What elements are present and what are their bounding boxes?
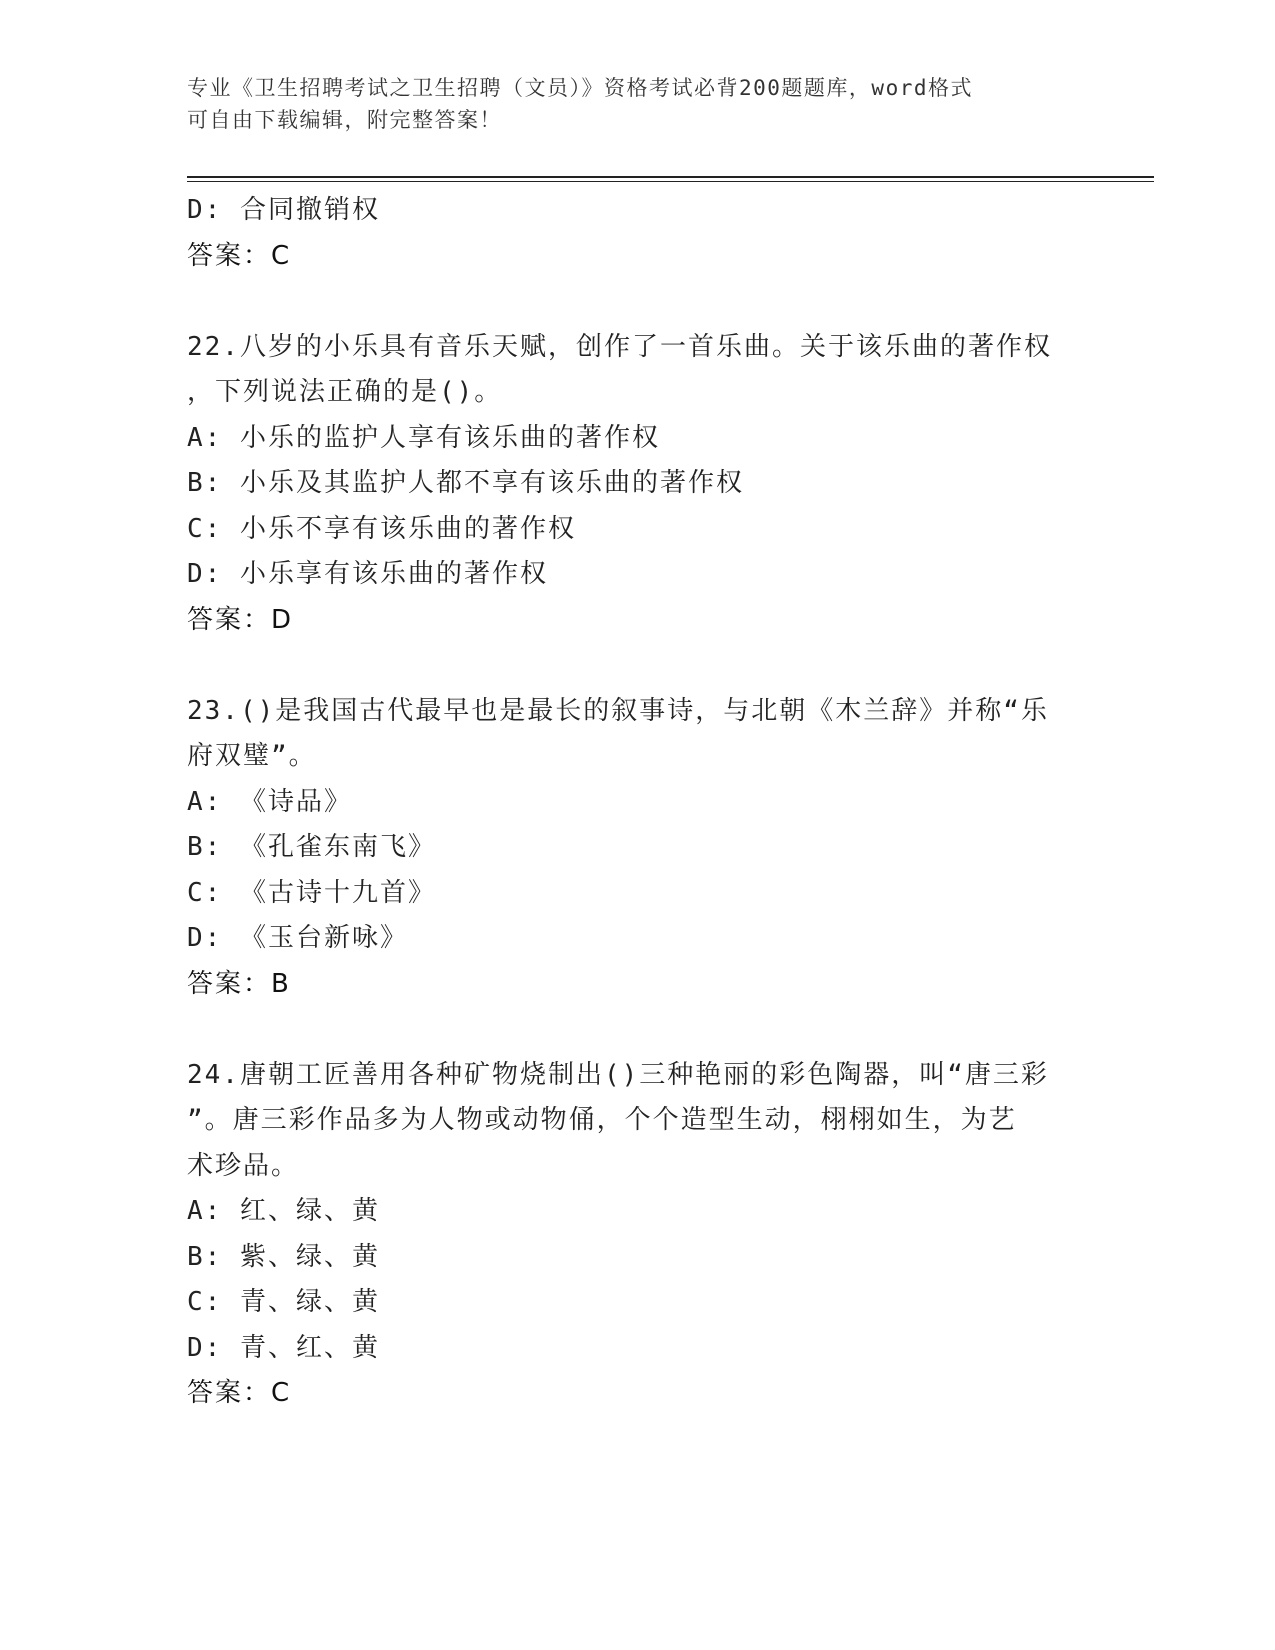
- answer-line: 答案：C: [187, 240, 292, 271]
- option-a: A: 小乐的监护人享有该乐曲的著作权: [187, 422, 660, 453]
- answer-line: 答案：C: [187, 1378, 292, 1408]
- option-d: D: 青、红、黄: [187, 1332, 380, 1363]
- question-stem: 23.()是我国古代最早也是最长的叙事诗，与北朝《木兰辞》并称“乐: [187, 695, 1049, 726]
- option-a: A: 红、绿、黄: [187, 1196, 380, 1226]
- header-line-2: 可自由下载编辑，附完整答案！: [187, 108, 502, 132]
- question-stem: 府双璧”。: [187, 741, 317, 771]
- option-d: D: 小乐享有该乐曲的著作权: [187, 559, 548, 589]
- question-stem: 22.八岁的小乐具有音乐天赋，创作了一首乐曲。关于该乐曲的著作权: [187, 331, 1052, 362]
- answer-line: 答案：B: [187, 968, 291, 999]
- question-block-24: [187, 1053, 1087, 1417]
- header-line-1: 专业《卫生招聘考试之卫生招聘（文员）》资格考试必背200题题库，word格式: [187, 76, 973, 100]
- header-rule-thin: [187, 181, 1154, 182]
- question-block-prev: [187, 188, 1087, 279]
- question-block-23: [187, 689, 1087, 1008]
- answer-line: 答案：D: [187, 604, 294, 635]
- option-b: B: 《孔雀东南飞》: [187, 832, 436, 862]
- option-b: B: 小乐及其监护人都不享有该乐曲的著作权: [187, 468, 744, 498]
- question-list: [187, 188, 1087, 1417]
- header-rule-thick: [187, 176, 1154, 178]
- option-c: C: 小乐不享有该乐曲的著作权: [187, 513, 576, 544]
- spacer: [187, 279, 1087, 325]
- option-d: D: 《玉台新咏》: [187, 923, 408, 953]
- option-d: D: 合同撤销权: [187, 195, 380, 225]
- option-c: C: 《古诗十九首》: [187, 877, 436, 908]
- option-a: A: 《诗品》: [187, 786, 352, 817]
- question-block-22: [187, 325, 1087, 644]
- question-stem: 术珍品。: [187, 1150, 300, 1181]
- question-stem: ”。唐三彩作品多为人物或动物俑，个个造型生动，栩栩如生，为艺: [187, 1105, 1017, 1135]
- spacer: [187, 643, 1087, 689]
- question-stem: 24.唐朝工匠善用各种矿物烧制出()三种艳丽的彩色陶器，叫“唐三彩: [187, 1059, 1049, 1090]
- question-stem: ，下列说法正确的是()。: [187, 377, 503, 407]
- page-header: [187, 72, 1067, 136]
- spacer: [187, 1007, 1087, 1053]
- option-b: B: 紫、绿、黄: [187, 1241, 380, 1272]
- option-c: C: 青、绿、黄: [187, 1287, 380, 1317]
